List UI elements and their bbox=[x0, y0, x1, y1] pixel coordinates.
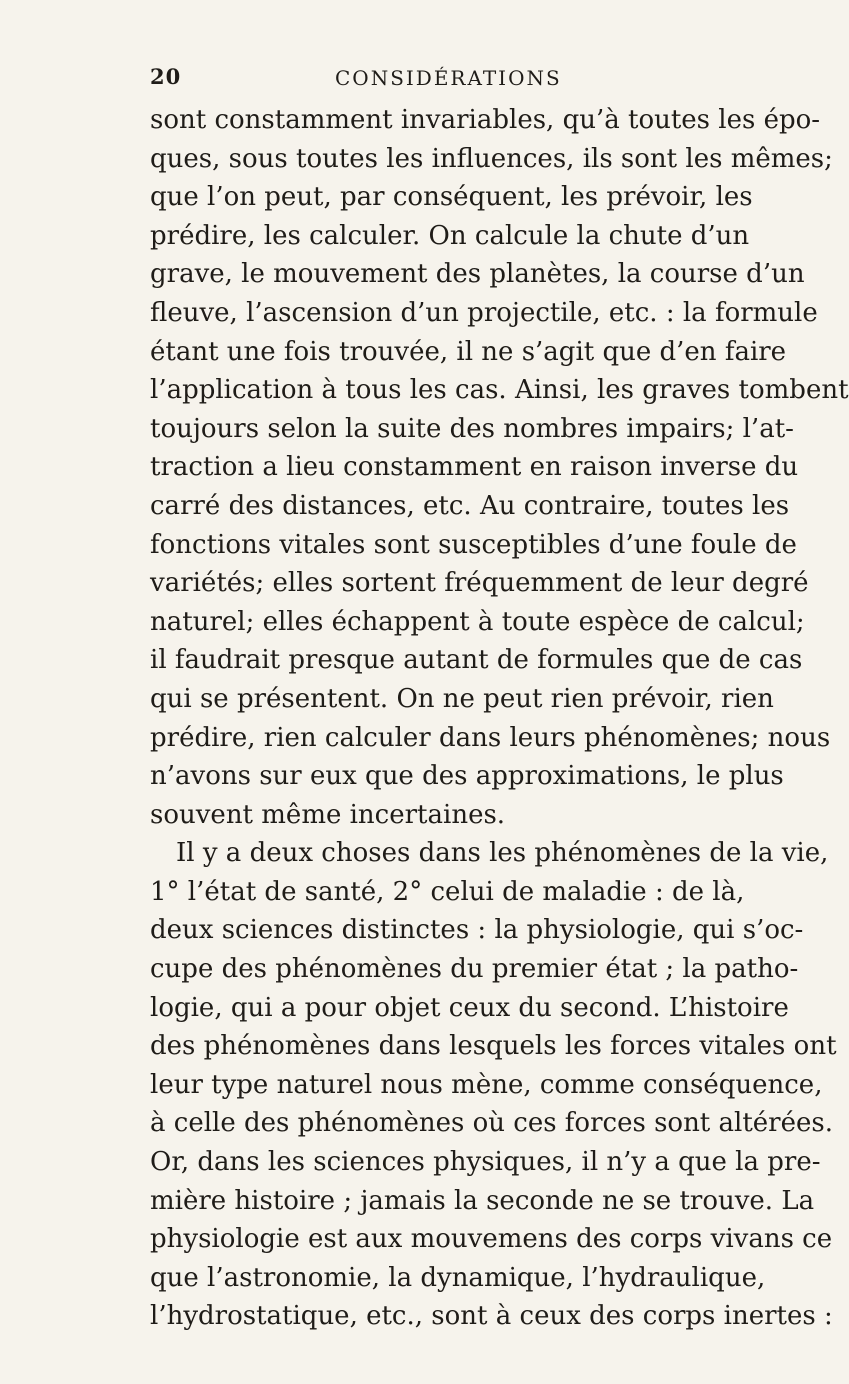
text-line: Il y a deux choses dans les phénomènes de la vie, bbox=[176, 838, 829, 869]
text-line: variétés; elles sortent fréquemment de leur degré bbox=[150, 568, 809, 599]
text-line: traction a lieu constamment en raison inverse du bbox=[150, 452, 799, 483]
text-line: cupe des phénomènes du premier état ; la patho- bbox=[150, 954, 799, 985]
text-line: toujours selon la suite des nombres impairs; l’at- bbox=[150, 413, 794, 444]
text-line: souvent même incertaines. bbox=[150, 799, 506, 830]
text-line: n’avons sur eux que des approximations, le plus bbox=[150, 761, 784, 792]
text-line: des phénomènes dans lesquels les forces vitales ont bbox=[150, 1031, 837, 1062]
page-number: 20 bbox=[150, 64, 182, 89]
text-line: que l’astronomie, la dynamique, l’hydraulique, bbox=[150, 1262, 766, 1293]
text-line: l’application à tous les cas. Ainsi, les graves tombent bbox=[150, 375, 849, 406]
text-line: l’hydrostatique, etc., sont à ceux des corps inertes : bbox=[150, 1301, 833, 1332]
text-line: Or, dans les sciences physiques, il n’y a que la pre- bbox=[150, 1147, 821, 1178]
text-line: prédire, rien calculer dans leurs phénomènes; nous bbox=[150, 722, 831, 753]
text-line: leur type naturel nous mène, comme conséquence, bbox=[150, 1069, 823, 1100]
text-line: il faudrait presque autant de formules que de cas bbox=[150, 645, 803, 676]
text-line: ques, sous toutes les influences, ils sont les mêmes; bbox=[150, 143, 833, 174]
page-header bbox=[150, 64, 660, 94]
text-line: fonctions vitales sont susceptibles d’une foule de bbox=[150, 529, 797, 560]
text-line: qui se présentent. On ne peut rien prévoir, rien bbox=[150, 683, 774, 714]
text-line: que l’on peut, par conséquent, les prévoir, les bbox=[150, 182, 753, 213]
text-line: prédire, les calculer. On calcule la chute d’un bbox=[150, 220, 750, 251]
text-line: logie, qui a pour objet ceux du second. L’histoire bbox=[150, 992, 789, 1023]
text-line: sont constamment invariables, qu’à toutes les épo- bbox=[150, 105, 821, 135]
text-line: étant une fois trouvée, il ne s’agit que d’en faire bbox=[150, 336, 787, 367]
text-line: 1° l’état de santé, 2° celui de maladie : de là, bbox=[150, 876, 745, 907]
text-line: fleuve, l’ascension d’un projectile, etc. : la formule bbox=[150, 297, 818, 328]
text-line: carré des distances, etc. Au contraire, toutes les bbox=[150, 490, 790, 521]
running-title: CONSIDÉRATIONS bbox=[335, 66, 562, 90]
text-line: deux sciences distinctes : la physiologie, qui s’oc- bbox=[150, 915, 804, 946]
text-line: mière histoire ; jamais la seconde ne se trouve. La bbox=[150, 1185, 815, 1216]
text-line: physiologie est aux mouvemens des corps vivans ce bbox=[150, 1224, 833, 1255]
text-line: à celle des phénomènes où ces forces sont altérées. bbox=[150, 1108, 833, 1139]
text-line: grave, le mouvement des planètes, la course d’un bbox=[150, 259, 805, 290]
body-text bbox=[150, 101, 849, 1336]
text-line: naturel; elles échappent à toute espèce de calcul; bbox=[150, 606, 805, 637]
